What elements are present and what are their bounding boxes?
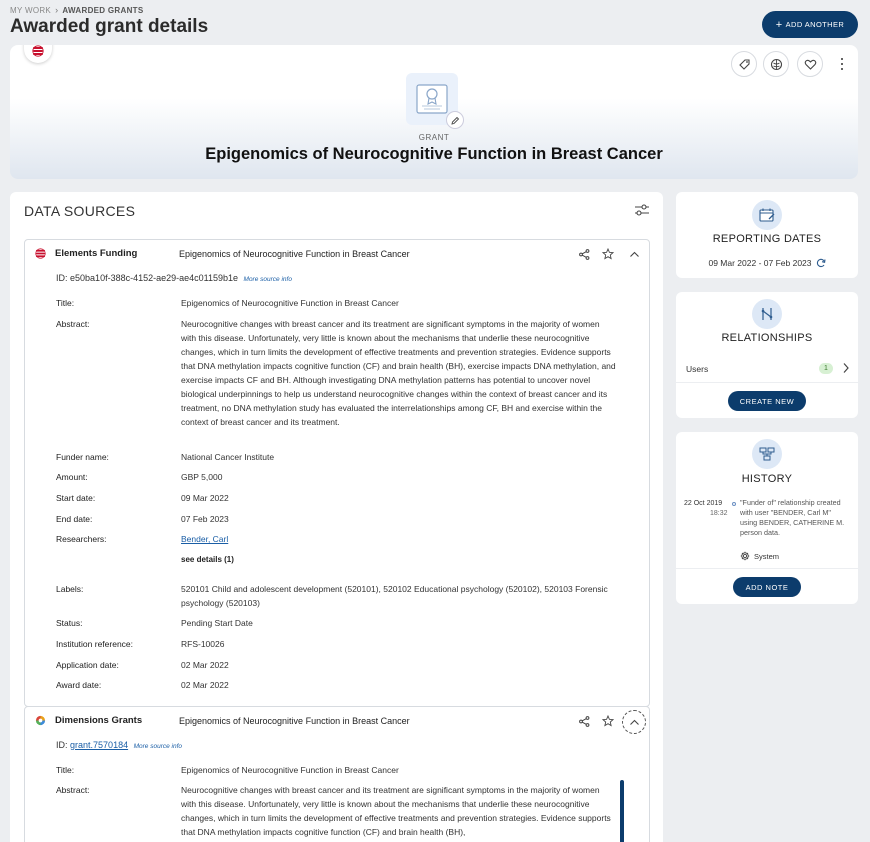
source-name: Elements Funding [55, 248, 138, 259]
timeline-dot [732, 502, 736, 506]
page-title: Awarded grant details [10, 16, 209, 37]
source-id-value: e50ba10f-388c-4152-ae29-ae4c01159b1e [70, 273, 239, 283]
favorite-button[interactable] [797, 51, 823, 77]
field-value-end-date: 07 Feb 2023 [181, 514, 229, 524]
history-entry-date: 22 Oct 2019 [684, 500, 723, 507]
field-label: End date: [56, 514, 93, 524]
field-label: Status: [56, 618, 83, 628]
history-card [676, 432, 858, 604]
star-icon[interactable] [601, 247, 615, 261]
grant-type-label: GRANT [418, 133, 450, 142]
field-value-amount: GBP 5,000 [181, 472, 223, 482]
heart-icon [804, 58, 817, 71]
history-entry-actor [740, 551, 779, 561]
plus-icon: + [775, 18, 783, 31]
source-card-elements [24, 239, 650, 707]
edit-icon[interactable] [446, 111, 464, 129]
relationships-card [676, 292, 858, 418]
source-title: Epigenomics of Neurocognitive Function in Breast Cancer [179, 716, 410, 726]
source-card-dimensions [24, 706, 650, 842]
field-label: Title: [56, 765, 75, 775]
gear-icon [740, 551, 750, 561]
add-another-button[interactable] [762, 11, 858, 38]
field-label: Institution reference: [56, 639, 134, 649]
more-source-info-link[interactable]: More source info [243, 276, 292, 283]
reporting-dates-range [676, 258, 858, 268]
share-icon[interactable] [577, 714, 591, 728]
history-actor-name: System [754, 551, 780, 561]
source-header[interactable] [25, 707, 649, 735]
field-value-funder: National Cancer Institute [181, 452, 275, 462]
history-title: HISTORY [741, 473, 793, 485]
brain-button[interactable] [763, 51, 789, 77]
kebab-menu-icon[interactable] [837, 54, 847, 74]
data-sources-title: DATA SOURCES [24, 203, 136, 219]
chevron-right-icon[interactable] [842, 362, 850, 374]
grant-hero [10, 45, 858, 179]
field-value-title: Epigenomics of Neurocognitive Function in Breast Cancer [181, 765, 399, 775]
add-another-label: ADD ANOTHER [785, 20, 845, 29]
tag-icon [738, 58, 751, 71]
dimensions-logo-icon [35, 715, 46, 726]
field-label: Amount: [56, 472, 88, 482]
share-icon[interactable] [577, 247, 591, 261]
see-details-link[interactable]: see details (1) [181, 555, 234, 564]
grant-title: Epigenomics of Neurocognitive Function in Breast Cancer [205, 145, 663, 163]
field-value-abstract: Neurocognitive changes with breast cancer and its treatment are significant symptoms in the majority of women with this disease. Unfortunately, very little is known about the mechanisms that underlie these neurocognitive changes, which in turn limits the development of effective treatments and prevention strategies. Evidence supports that DNA methylation impacts cognitive function (CF) and brain health (BH), exercise impacts DNA methylation, and exercise impacts CF and BH. Although investigating DNA methylation patterns has potential to uncover novel biological underpinnings to help us understand neurocognitive changes within the context of breast cancer and its treatment, no DNA methylation study has evaluated the interrelationships among CF, BH and exercise within the context of breast cancer and its treatment. [181, 319, 616, 427]
source-id [56, 273, 292, 283]
relationships-icon [752, 299, 782, 329]
breadcrumb-current: AWARDED GRANTS [62, 5, 144, 15]
star-icon[interactable] [601, 714, 615, 728]
field-label: Start date: [56, 493, 96, 503]
calendar-icon [752, 200, 782, 230]
users-label[interactable]: Users [686, 364, 709, 374]
history-entry-time: 18:32 [710, 510, 728, 517]
elements-logo-icon [24, 45, 52, 63]
reporting-dates-title: REPORTING DATES [712, 233, 822, 245]
field-label: Funder name: [56, 452, 109, 462]
breadcrumb [10, 5, 143, 15]
field-value-award-date: 02 Mar 2022 [181, 680, 229, 690]
users-count-badge: 1 [819, 363, 833, 374]
field-label: Labels: [56, 584, 84, 594]
history-icon [752, 439, 782, 469]
field-label: Title: [56, 298, 75, 308]
tag-button[interactable] [731, 51, 757, 77]
field-label: Researchers: [56, 534, 107, 544]
breadcrumb-root[interactable]: MY WORK [10, 5, 52, 15]
source-id [56, 740, 182, 750]
field-value-institution-ref: RFS-10026 [181, 639, 225, 649]
field-label: Award date: [56, 680, 102, 690]
field-label: Application date: [56, 660, 119, 670]
field-value-start-date: 09 Mar 2022 [181, 493, 229, 503]
source-title: Epigenomics of Neurocognitive Function in Breast Cancer [179, 249, 410, 259]
chevron-right-icon: › [55, 5, 59, 15]
source-id-label: ID: [56, 740, 68, 750]
source-header[interactable] [25, 240, 649, 268]
field-value-application-date: 02 Mar 2022 [181, 660, 229, 670]
create-new-button[interactable]: CREATE NEW [728, 391, 806, 411]
more-source-info-link[interactable]: More source info [133, 743, 183, 750]
divider [676, 568, 858, 569]
date-range-text: 09 Mar 2022 - 07 Feb 2023 [708, 258, 812, 268]
field-value-abstract: Neurocognitive changes with breast cancer and its treatment are significant symptoms in the majority of women with this disease. Unfortunately, very little is known about the mechanisms that underlie these neurocognitive changes, which in turn limits the development of effective treatments and prevention strategies. Evidence supports that DNA methylation impacts cognitive function (CF) and brain health (BH), [181, 785, 611, 837]
refresh-icon[interactable] [816, 258, 826, 268]
field-value-title: Epigenomics of Neurocognitive Function in Breast Cancer [181, 298, 399, 308]
relationships-title: RELATIONSHIPS [721, 332, 813, 344]
elements-logo-icon [35, 248, 46, 259]
history-entry-text: "Funder of" relationship created with user "BENDER, Carl M" using BENDER, CATHERINE M. person data. [740, 498, 845, 537]
field-value-status: Pending Start Date [181, 618, 253, 628]
scrollbar-thumb[interactable] [620, 780, 624, 842]
field-value-labels: 520101 Child and adolescent development (520101), 520102 Educational psychology (520102), 520103 Forensic psychology (520103) [181, 584, 608, 608]
add-note-button[interactable]: ADD NOTE [733, 577, 801, 597]
field-label: Abstract: [56, 785, 90, 795]
chevron-up-icon[interactable] [622, 710, 646, 734]
reporting-dates-card [676, 192, 858, 278]
researcher-link[interactable]: Bender, Carl [181, 534, 229, 544]
filter-sliders-icon[interactable] [634, 203, 650, 217]
chevron-up-icon[interactable] [627, 247, 641, 261]
field-label: Abstract: [56, 319, 90, 329]
source-name: Dimensions Grants [55, 715, 143, 726]
divider [676, 382, 858, 383]
source-id-link[interactable]: grant.7570184 [70, 740, 129, 750]
data-sources-panel [10, 192, 663, 842]
source-id-label: ID: [56, 273, 68, 283]
brain-icon [770, 58, 783, 71]
